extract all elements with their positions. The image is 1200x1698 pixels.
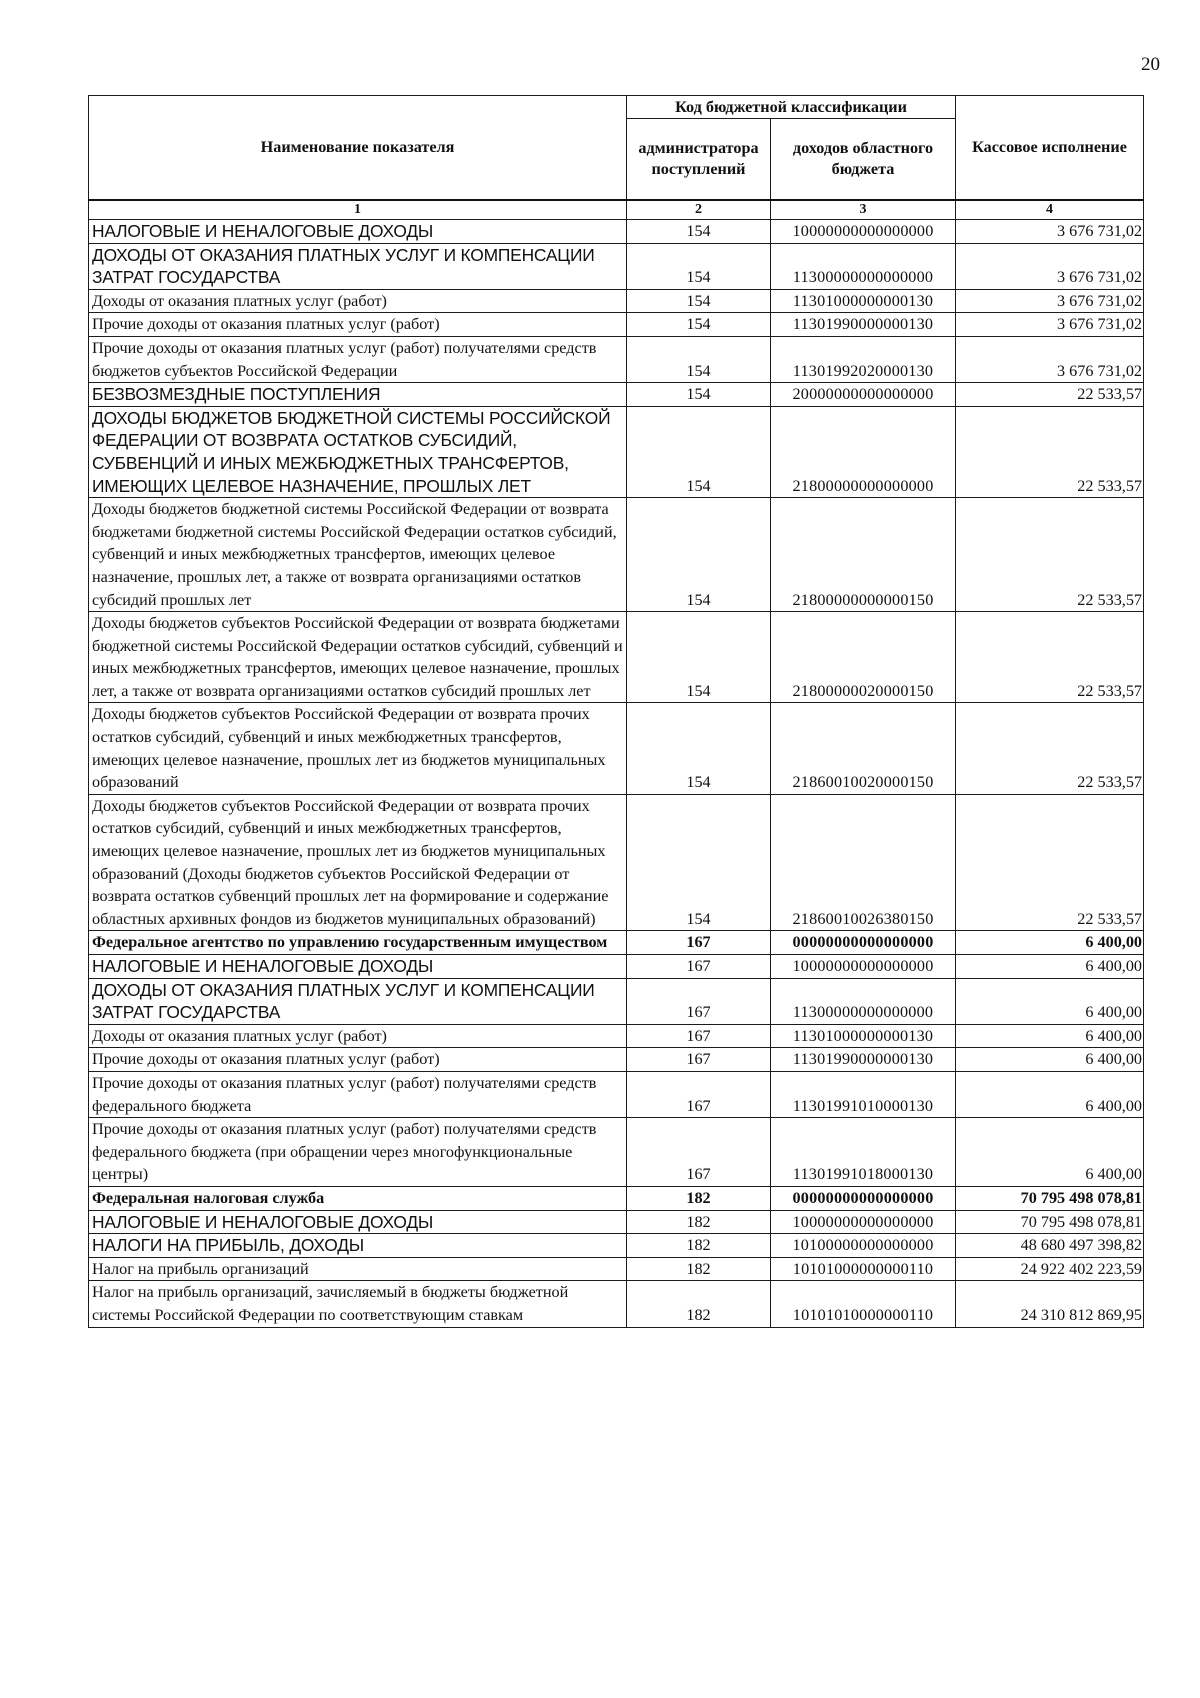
row-administrator-code: 154	[627, 794, 771, 931]
row-administrator-code: 167	[627, 955, 771, 979]
row-administrator-code: 167	[627, 931, 771, 955]
row-indicator-name: Налог на прибыль организаций, зачисляемый в бюджеты бюджетной системы Российской Федерации по соответствующим ставкам	[89, 1281, 627, 1327]
row-indicator-name: Прочие доходы от оказания платных услуг (работ) получателями средств федерального бюджета (при обращении через многофункциональные центры)	[89, 1118, 627, 1187]
row-cash-execution: 22 533,57	[956, 498, 1144, 612]
row-administrator-code: 154	[627, 612, 771, 703]
row-income-code: 11301000000000130	[771, 1024, 956, 1048]
table-row	[89, 1234, 1144, 1258]
header-indicator-name: Наименование показателя	[89, 96, 627, 201]
row-income-code: 11301990000000130	[771, 1048, 956, 1072]
table-row	[89, 313, 1144, 337]
row-cash-execution: 3 676 731,02	[956, 313, 1144, 337]
row-income-code: 21860010020000150	[771, 703, 956, 794]
row-administrator-code: 154	[627, 336, 771, 382]
row-income-code: 11301991018000130	[771, 1118, 956, 1187]
table-body	[89, 220, 1144, 1328]
table-row	[89, 1048, 1144, 1072]
table-row	[89, 220, 1144, 244]
column-number: 1	[89, 200, 627, 220]
row-indicator-name: Доходы бюджетов субъектов Российской Федерации от возврата прочих остатков субсидий, субвенций и иных межбюджетных трансфертов, имеющих целевое назначение, прошлых лет из бюджетов муниципальных образований	[89, 703, 627, 794]
row-cash-execution: 6 400,00	[956, 1071, 1144, 1117]
row-cash-execution: 22 533,57	[956, 406, 1144, 497]
row-administrator-code: 167	[627, 1071, 771, 1117]
row-income-code: 21800000000000000	[771, 406, 956, 497]
header-classification-code: Код бюджетной классификации	[627, 96, 956, 119]
row-indicator-name: Доходы от оказания платных услуг (работ)	[89, 289, 627, 313]
row-indicator-name: НАЛОГОВЫЕ И НЕНАЛОГОВЫЕ ДОХОДЫ	[89, 220, 627, 244]
row-administrator-code: 167	[627, 978, 771, 1024]
row-indicator-name: ДОХОДЫ ОТ ОКАЗАНИЯ ПЛАТНЫХ УСЛУГ И КОМПЕНСАЦИИ ЗАТРАТ ГОСУДАРСТВА	[89, 978, 627, 1024]
row-cash-execution: 6 400,00	[956, 955, 1144, 979]
row-income-code: 00000000000000000	[771, 1186, 956, 1210]
row-income-code: 11301990000000130	[771, 313, 956, 337]
row-cash-execution: 6 400,00	[956, 931, 1144, 955]
table-row	[89, 1281, 1144, 1327]
row-administrator-code: 154	[627, 220, 771, 244]
table-row	[89, 794, 1144, 931]
table-row	[89, 336, 1144, 382]
row-administrator-code: 154	[627, 703, 771, 794]
row-administrator-code: 182	[627, 1234, 771, 1258]
row-income-code: 20000000000000000	[771, 383, 956, 407]
table-row	[89, 978, 1144, 1024]
row-income-code: 10000000000000000	[771, 1210, 956, 1234]
row-cash-execution: 22 533,57	[956, 612, 1144, 703]
row-administrator-code: 154	[627, 406, 771, 497]
row-administrator-code: 154	[627, 383, 771, 407]
row-indicator-name: Доходы бюджетов бюджетной системы Российской Федерации от возврата бюджетами бюджетной системы Российской Федерации остатков субсидий, субвенций и иных межбюджетных трансфертов, имеющих целевое назначение, прошлых лет, а также от возврата организациями остатков субсидий прошлых лет	[89, 498, 627, 612]
row-administrator-code: 154	[627, 498, 771, 612]
row-administrator-code: 167	[627, 1024, 771, 1048]
header-regional-income: доходов областного бюджета	[771, 119, 956, 201]
row-indicator-name: Доходы бюджетов субъектов Российской Федерации от возврата бюджетами бюджетной системы Российской Федерации остатков субсидий, субвенций и иных межбюджетных трансфертов, имеющих целевое назначение, прошлых лет, а также от возврата организациями остатков субсидий прошлых лет	[89, 612, 627, 703]
column-number: 2	[627, 200, 771, 220]
row-administrator-code: 182	[627, 1281, 771, 1327]
row-cash-execution: 3 676 731,02	[956, 243, 1144, 289]
table-row	[89, 498, 1144, 612]
row-cash-execution: 6 400,00	[956, 1118, 1144, 1187]
header-cash-execution: Кассовое исполнение	[956, 96, 1144, 201]
row-income-code: 10101010000000110	[771, 1281, 956, 1327]
row-income-code: 11300000000000000	[771, 978, 956, 1024]
table-header	[89, 96, 1144, 220]
row-cash-execution: 3 676 731,02	[956, 289, 1144, 313]
row-indicator-name: НАЛОГОВЫЕ И НЕНАЛОГОВЫЕ ДОХОДЫ	[89, 1210, 627, 1234]
table-row	[89, 289, 1144, 313]
table-row	[89, 612, 1144, 703]
row-cash-execution: 22 533,57	[956, 794, 1144, 931]
table-row	[89, 931, 1144, 955]
row-indicator-name: Прочие доходы от оказания платных услуг (работ)	[89, 1048, 627, 1072]
row-administrator-code: 154	[627, 313, 771, 337]
row-income-code: 00000000000000000	[771, 931, 956, 955]
row-income-code: 10100000000000000	[771, 1234, 956, 1258]
row-cash-execution: 70 795 498 078,81	[956, 1186, 1144, 1210]
row-income-code: 21800000000000150	[771, 498, 956, 612]
row-cash-execution: 24 310 812 869,95	[956, 1281, 1144, 1327]
table-row	[89, 1118, 1144, 1187]
table-row	[89, 1186, 1144, 1210]
table-row	[89, 383, 1144, 407]
row-cash-execution: 24 922 402 223,59	[956, 1257, 1144, 1281]
row-indicator-name: ДОХОДЫ ОТ ОКАЗАНИЯ ПЛАТНЫХ УСЛУГ И КОМПЕНСАЦИИ ЗАТРАТ ГОСУДАРСТВА	[89, 243, 627, 289]
table-row	[89, 1071, 1144, 1117]
row-cash-execution: 6 400,00	[956, 1048, 1144, 1072]
row-income-code: 10000000000000000	[771, 220, 956, 244]
table-row	[89, 1257, 1144, 1281]
row-indicator-name: НАЛОГИ НА ПРИБЫЛЬ, ДОХОДЫ	[89, 1234, 627, 1258]
row-income-code: 11301992020000130	[771, 336, 956, 382]
row-income-code: 11301991010000130	[771, 1071, 956, 1117]
table-row	[89, 1024, 1144, 1048]
row-income-code: 11301000000000130	[771, 289, 956, 313]
row-indicator-name: Федеральное агентство по управлению государственным имуществом	[89, 931, 627, 955]
row-administrator-code: 167	[627, 1048, 771, 1072]
row-administrator-code: 154	[627, 289, 771, 313]
row-cash-execution: 70 795 498 078,81	[956, 1210, 1144, 1234]
table-row	[89, 406, 1144, 497]
row-indicator-name: НАЛОГОВЫЕ И НЕНАЛОГОВЫЕ ДОХОДЫ	[89, 955, 627, 979]
row-cash-execution: 6 400,00	[956, 978, 1144, 1024]
row-indicator-name: ДОХОДЫ БЮДЖЕТОВ БЮДЖЕТНОЙ СИСТЕМЫ РОССИЙСКОЙ ФЕДЕРАЦИИ ОТ ВОЗВРАТА ОСТАТКОВ СУБСИДИЙ, СУБВЕНЦИЙ И ИНЫХ МЕЖБЮДЖЕТНЫХ ТРАНСФЕРТОВ, ИМЕЮЩИХ ЦЕЛЕВОЕ НАЗНАЧЕНИЕ, ПРОШЛЫХ ЛЕТ	[89, 406, 627, 497]
row-income-code: 21860010026380150	[771, 794, 956, 931]
row-administrator-code: 167	[627, 1118, 771, 1187]
row-cash-execution: 3 676 731,02	[956, 336, 1144, 382]
row-indicator-name: БЕЗВОЗМЕЗДНЫЕ ПОСТУПЛЕНИЯ	[89, 383, 627, 407]
row-administrator-code: 182	[627, 1257, 771, 1281]
row-administrator-code: 182	[627, 1186, 771, 1210]
table-row	[89, 955, 1144, 979]
row-indicator-name: Доходы от оказания платных услуг (работ)	[89, 1024, 627, 1048]
row-indicator-name: Доходы бюджетов субъектов Российской Федерации от возврата прочих остатков субсидий, субвенций и иных межбюджетных трансфертов, имеющих целевое назначение, прошлых лет из бюджетов муниципальных образований (Доходы бюджетов субъектов Российской Федерации от возврата остатков субвенций прошлых лет на формирование и содержание областных архивных фондов из бюджетов муниципальных образований)	[89, 794, 627, 931]
row-income-code: 21800000020000150	[771, 612, 956, 703]
row-cash-execution: 6 400,00	[956, 1024, 1144, 1048]
table-row	[89, 1210, 1144, 1234]
column-number: 3	[771, 200, 956, 220]
row-indicator-name: Прочие доходы от оказания платных услуг (работ) получателями средств федерального бюджета	[89, 1071, 627, 1117]
header-administrator: администратора поступлений	[627, 119, 771, 201]
row-indicator-name: Налог на прибыль организаций	[89, 1257, 627, 1281]
table-row	[89, 243, 1144, 289]
row-income-code: 11300000000000000	[771, 243, 956, 289]
row-income-code: 10000000000000000	[771, 955, 956, 979]
page-number: 20	[1141, 54, 1160, 75]
row-indicator-name: Прочие доходы от оказания платных услуг (работ)	[89, 313, 627, 337]
row-cash-execution: 22 533,57	[956, 703, 1144, 794]
table-row	[89, 703, 1144, 794]
budget-execution-table	[88, 95, 1144, 1328]
row-cash-execution: 48 680 497 398,82	[956, 1234, 1144, 1258]
row-cash-execution: 22 533,57	[956, 383, 1144, 407]
column-number: 4	[956, 200, 1144, 220]
row-indicator-name: Прочие доходы от оказания платных услуг (работ) получателями средств бюджетов субъектов Российской Федерации	[89, 336, 627, 382]
row-administrator-code: 154	[627, 243, 771, 289]
row-indicator-name: Федеральная налоговая служба	[89, 1186, 627, 1210]
row-administrator-code: 182	[627, 1210, 771, 1234]
row-cash-execution: 3 676 731,02	[956, 220, 1144, 244]
row-income-code: 10101000000000110	[771, 1257, 956, 1281]
